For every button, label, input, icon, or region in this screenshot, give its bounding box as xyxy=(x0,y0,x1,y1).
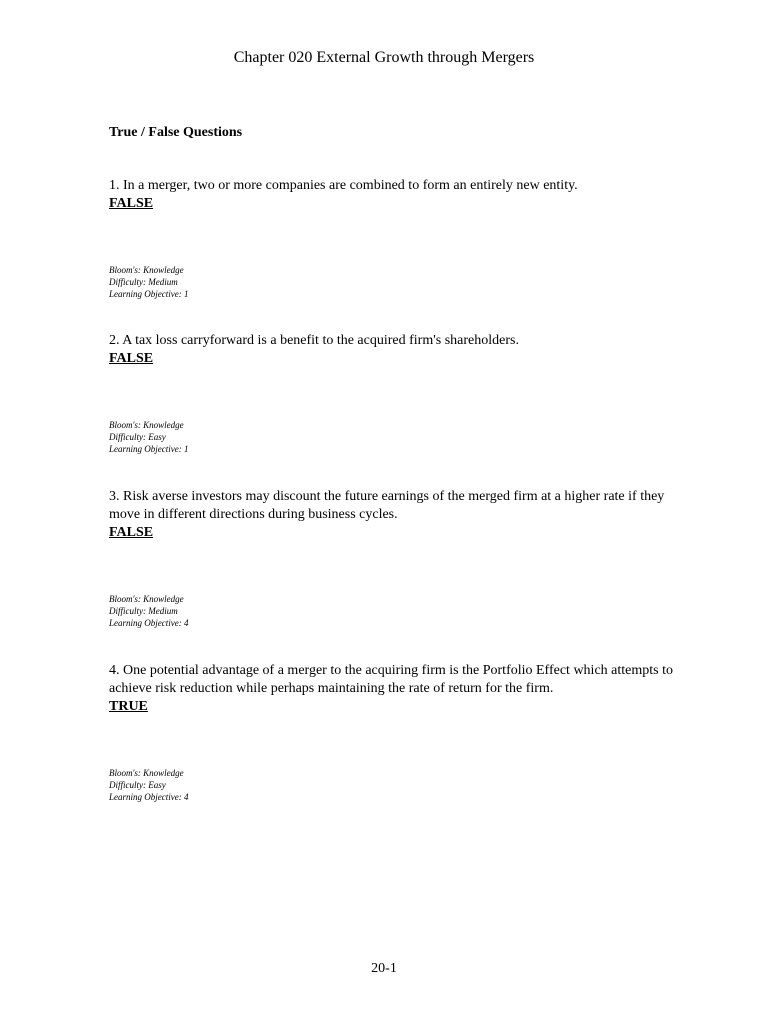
section-heading: True / False Questions xyxy=(109,125,243,140)
question-4-metadata xyxy=(109,767,188,803)
question-3 xyxy=(109,488,684,542)
question-text: 2. A tax loss carryforward is a benefit to the acquired firm's shareholders. xyxy=(109,333,519,348)
blooms-label: Bloom's: Knowledge xyxy=(109,265,184,275)
answer-label: FALSE xyxy=(109,525,154,540)
question-1 xyxy=(109,177,684,213)
question-3-metadata xyxy=(109,593,188,629)
blooms-label: Bloom's: Knowledge xyxy=(109,768,184,778)
page-number: 20-1 xyxy=(371,961,397,976)
question-2-metadata xyxy=(109,419,188,455)
difficulty-label: Difficulty: Easy xyxy=(109,780,166,790)
answer-label: FALSE xyxy=(109,351,154,366)
question-text: 3. Risk averse investors may discount the future earnings of the merged firm at a higher rate if they move in different directions during business cycles. xyxy=(109,489,665,522)
question-text: 1. In a merger, two or more companies are combined to form an entirely new entity. xyxy=(109,178,578,193)
answer-label: FALSE xyxy=(109,196,154,211)
question-text: 4. One potential advantage of a merger to the acquiring firm is the Portfolio Effect which attempts to achieve risk reduction while perhaps maintaining the rate of return for the firm. xyxy=(109,663,673,696)
blooms-label: Bloom's: Knowledge xyxy=(109,594,184,604)
question-2 xyxy=(109,332,684,368)
page-title: Chapter 020 External Growth through Mergers xyxy=(233,49,535,66)
difficulty-label: Difficulty: Medium xyxy=(109,606,178,616)
objective-label: Learning Objective: 1 xyxy=(109,444,189,454)
question-4 xyxy=(109,662,684,716)
difficulty-label: Difficulty: Medium xyxy=(109,277,178,287)
objective-label: Learning Objective: 1 xyxy=(109,289,189,299)
objective-label: Learning Objective: 4 xyxy=(109,618,189,628)
blooms-label: Bloom's: Knowledge xyxy=(109,420,184,430)
objective-label: Learning Objective: 4 xyxy=(109,792,189,802)
question-1-metadata xyxy=(109,264,188,300)
answer-label: TRUE xyxy=(109,699,148,714)
difficulty-label: Difficulty: Easy xyxy=(109,432,166,442)
